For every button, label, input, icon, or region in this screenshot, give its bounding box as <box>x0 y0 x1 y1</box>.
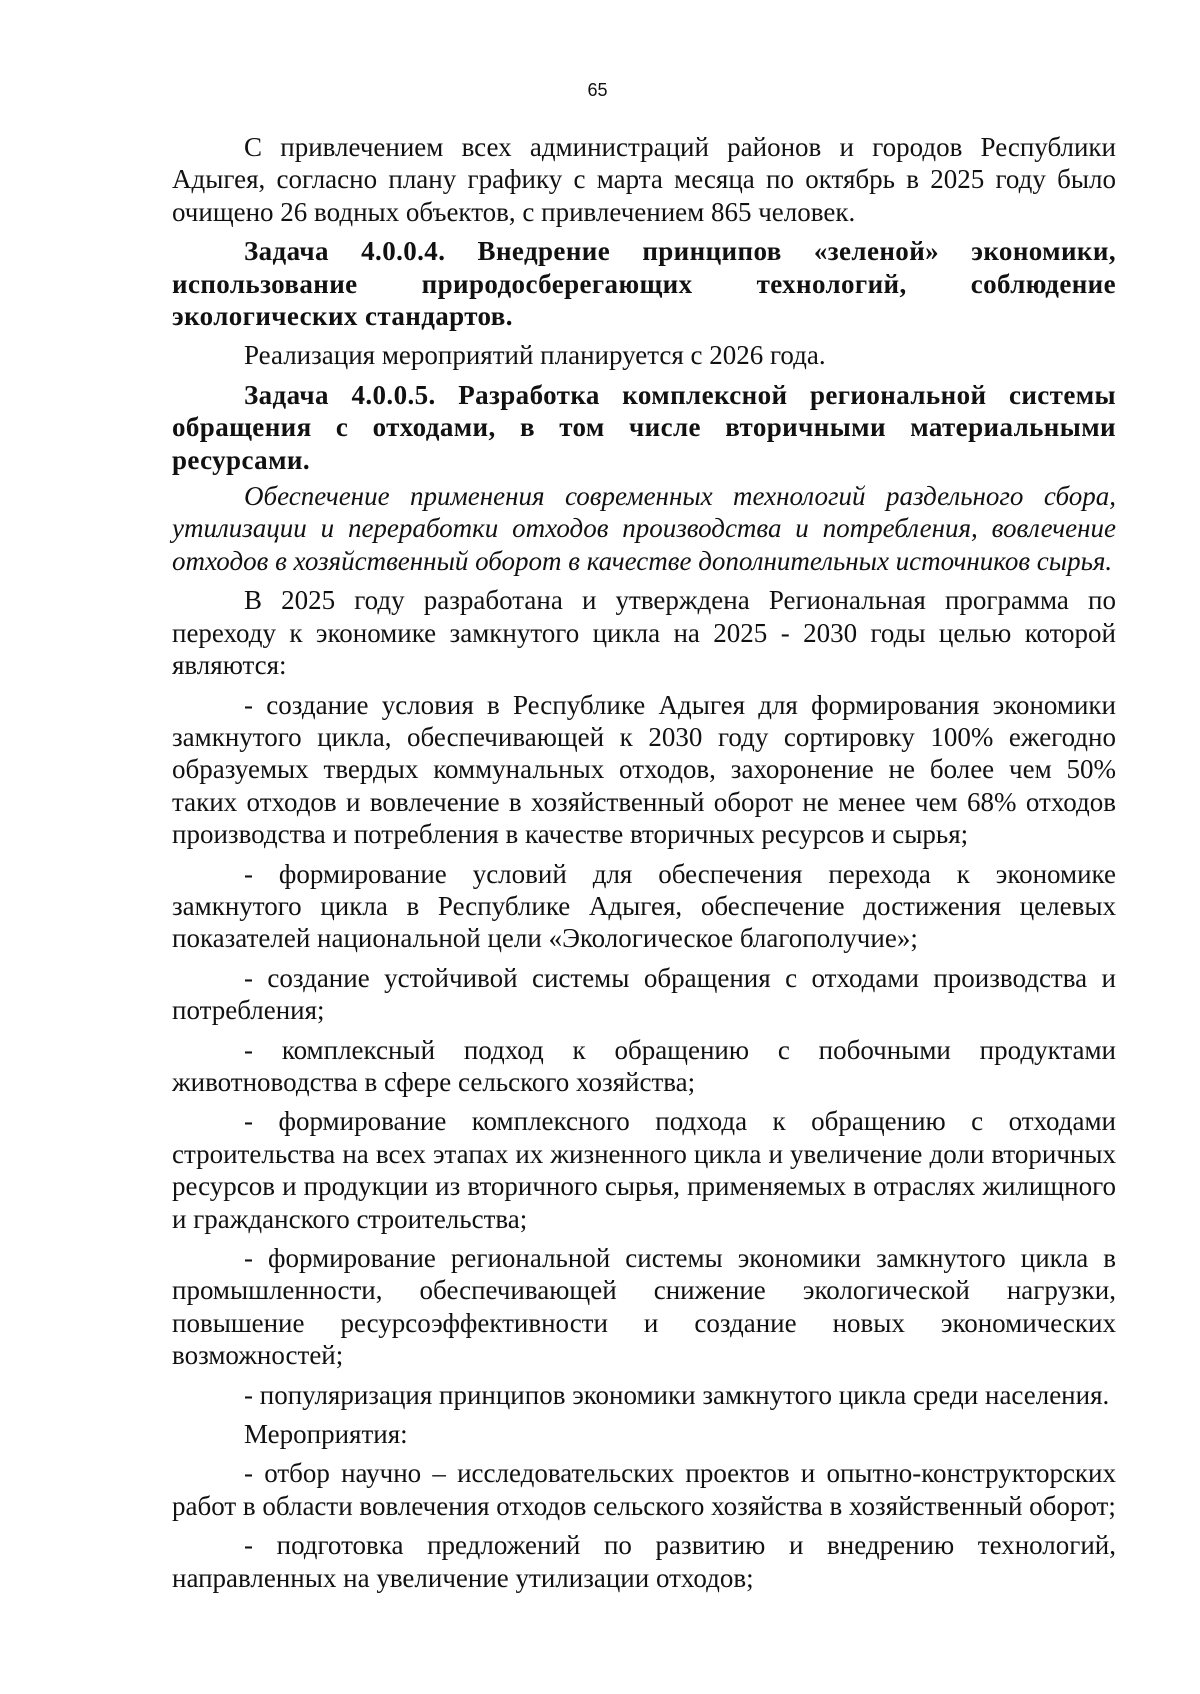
list-item: - подготовка предложений по развитию и внедрению технологий, направленных на увеличение утилизации отходов; <box>172 1530 1116 1593</box>
page-body <box>172 131 1116 1594</box>
list-item: - популяризация принципов экономики замкнутого цикла среди населения. <box>244 1379 1110 1410</box>
paragraph-regional-program: В 2025 году разработана и утверждена Региональная программа по переходу к экономике замкнутого цикла на 2025 - 2030 годы целью которой являются: <box>172 585 1116 681</box>
page-number: 65 <box>587 80 608 100</box>
paragraph-task-goal: Обеспечение применения современных технологий раздельного сбора, утилизации и переработки отходов производства и потребления, вовлечение отходов в хозяйственный оборот в качестве дополнительных источников сырья. <box>172 481 1116 576</box>
task-heading-4-0-0-4: Задача 4.0.0.4. Внедрение принципов «зеленой» экономики, использование природосберегающих технологий, соблюдение экологических стандартов. <box>172 236 1116 332</box>
list-item: - формирование условий для обеспечения перехода к экономике замкнутого цикла в Республике Адыгея, обеспечение достижения целевых показателей национальной цели «Экологическое благополучие»; <box>172 858 1116 954</box>
list-item: - отбор научно – исследовательских проектов и опытно-конструкторских работ в области вовлечения отходов сельского хозяйства в хозяйственный оборот; <box>172 1458 1116 1521</box>
list-item: - комплексный подход к обращению с побочными продуктами животноводства в сфере сельского хозяйства; <box>172 1034 1116 1097</box>
list-item: - формирование комплексного подхода к обращению с отходами строительства на всех этапах их жизненного цикла и увеличение доли вторичных ресурсов и продукции из вторичного сырья, применяемых в отраслях жилищного и гражданского строительства; <box>172 1106 1116 1234</box>
list-item: - создание условия в Республике Адыгея для формирования экономики замкнутого цикла, обеспечивающей к 2030 году сортировку 100% ежегодно образуемых твердых коммунальных отходов, захоронение не более чем 50% таких отходов и вовлечение в хозяйственный оборот не менее чем 68% отходов производства и потребления в качестве вторичных ресурсов и сырья; <box>172 689 1116 850</box>
list-item: - создание устойчивой системы обращения с отходами производства и потребления; <box>172 962 1116 1026</box>
paragraph-implementation-2026: Реализация мероприятий планируется с 2026 года. <box>244 340 826 371</box>
measures-heading: Мероприятия: <box>244 1419 408 1450</box>
task-heading-4-0-0-5: Задача 4.0.0.5. Разработка комплексной региональной системы обращения с отходами, в том числе вторичными материальными ресурсами. <box>172 379 1116 475</box>
paragraph-water-cleanup: С привлечением всех администраций районов и городов Республики Адыгея, согласно плану графику с марта месяца по октябрь в 2025 году было очищено 26 водных объектов, с привлечением 865 человек. <box>172 132 1116 227</box>
list-item: - формирование региональной системы экономики замкнутого цикла в промышленности, обеспечивающей снижение экологической нагрузки, повышение ресурсоэффективности и создание новых экономических возможностей; <box>172 1243 1116 1371</box>
